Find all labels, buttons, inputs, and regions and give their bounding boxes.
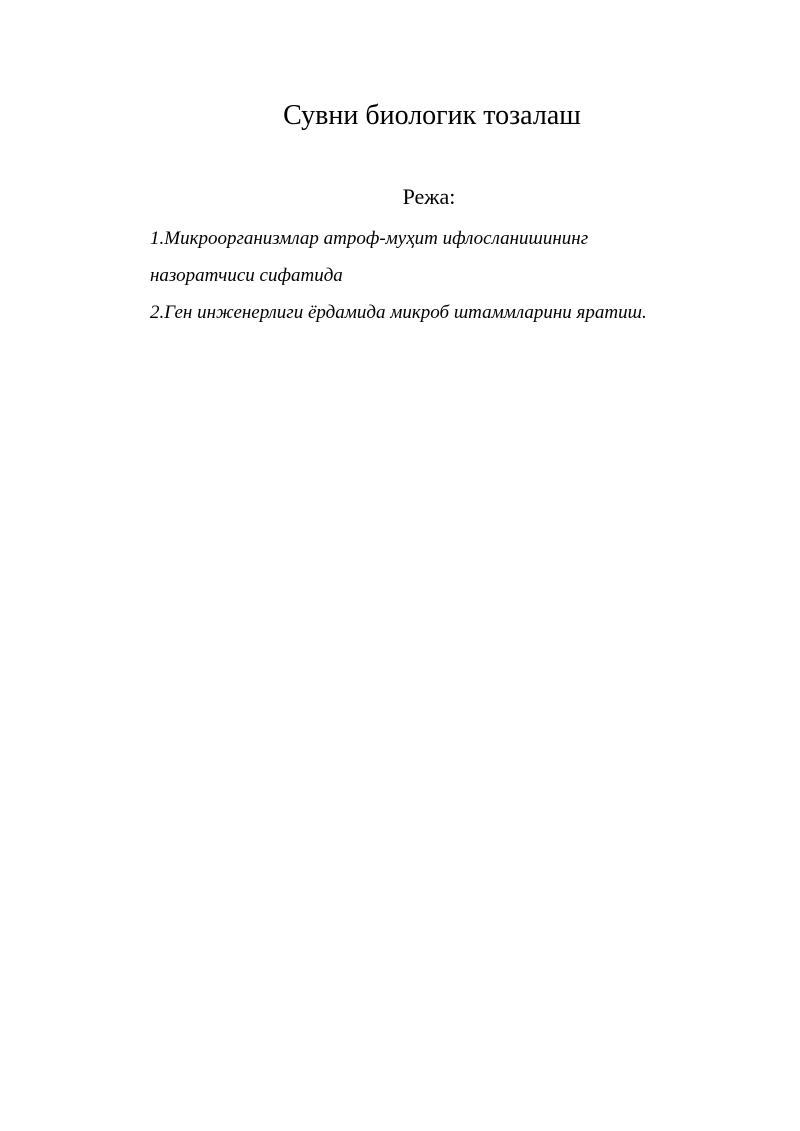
- plan-heading: Режа:: [402, 184, 456, 209]
- plan-list: [150, 220, 770, 331]
- page-title: Сувни биологик тозалаш: [283, 100, 581, 131]
- plan-item-1-line-2: назоратчиси сифатида: [150, 265, 343, 286]
- plan-item-1-line-1: 1.Микроорганизмлар атроф-муҳит ифлосланишининг: [150, 228, 589, 249]
- plan-item-2: 2.Ген инженерлиги ёрдамида микроб штаммларини яратиш.: [150, 302, 647, 323]
